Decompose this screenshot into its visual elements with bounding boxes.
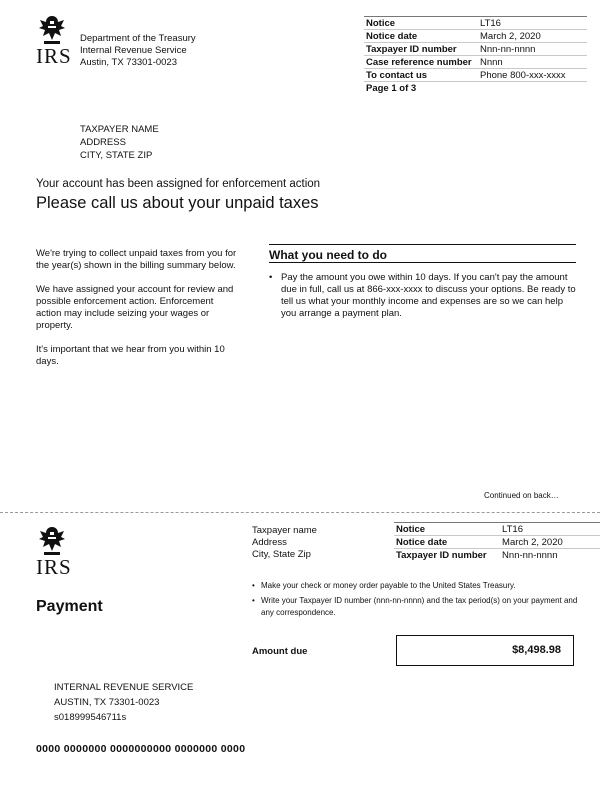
- remit-address: [54, 680, 193, 725]
- contact-row: [364, 69, 587, 82]
- recipient-line: CITY, STATE ZIP: [80, 150, 153, 161]
- stub-taxpayer: [252, 525, 317, 561]
- irs-logo: [36, 14, 76, 66]
- instruction-text: Make your check or money order payable to the United States Treasury.: [261, 581, 516, 590]
- notice-date-row: [364, 30, 587, 43]
- recipient-line: TAXPAYER NAME: [80, 124, 159, 135]
- bullet-icon: •: [252, 596, 255, 605]
- remit-line: INTERNAL REVENUE SERVICE: [54, 682, 194, 693]
- page-number: Page 1 of 3: [366, 82, 417, 94]
- agency-line: Austin, TX 73301-0023: [80, 57, 178, 68]
- stub-notice-date-value: March 2, 2020: [500, 536, 600, 549]
- stub-taxpayer-id-row: [394, 549, 600, 562]
- left-paragraph: We're trying to collect unpaid taxes from you for the year(s) shown in the billing summary below.: [36, 248, 237, 271]
- eagle-icon: [36, 525, 68, 557]
- notice-subtitle: Your account has been assigned for enforcement action: [36, 178, 321, 190]
- agency-address: [80, 33, 196, 69]
- notice-date-label: Notice date: [364, 30, 478, 43]
- taxpayer-id-label: Taxpayer ID number: [364, 43, 478, 56]
- case-reference-row: [364, 56, 587, 69]
- instruction-item: [252, 580, 582, 592]
- agency-line: Internal Revenue Service: [80, 45, 187, 56]
- notice-title: Please call us about your unpaid taxes: [36, 194, 319, 212]
- agency-line: Department of the Treasury: [80, 33, 196, 44]
- stub-notice-value: LT16: [500, 523, 600, 536]
- payment-title: Payment: [36, 598, 103, 615]
- remit-line: s018999546711s: [54, 712, 127, 723]
- left-paragraph: It's important that we hear from you within 10 days.: [36, 344, 225, 367]
- left-column: [36, 248, 241, 380]
- instruction-item: [252, 595, 582, 619]
- bullet-icon: •: [269, 272, 273, 283]
- contact-value: Phone 800-xxx-xxxx: [478, 69, 587, 82]
- payment-instructions: [252, 580, 582, 619]
- list-item: [269, 272, 579, 320]
- continued-on-back: Continued on back…: [484, 491, 559, 500]
- left-paragraph: We have assigned your account for review and possible enforcement action. Enforcement action may include seizing your wages or property.: [36, 284, 234, 331]
- notice-date-value: March 2, 2020: [478, 30, 587, 43]
- stub-taxpayer-line: City, State Zip: [252, 549, 311, 560]
- heading-rule: [269, 262, 576, 263]
- stub-notice-row: [394, 523, 600, 536]
- stub-taxpayer-line: Taxpayer name: [252, 525, 317, 536]
- notice-table: [364, 16, 587, 94]
- stub-notice-date-row: [394, 536, 600, 549]
- case-reference-label: Case reference number: [364, 56, 478, 69]
- page-number-value: [478, 82, 587, 95]
- stub-notice-date-label: Notice date: [394, 536, 500, 549]
- what-to-do-list: [269, 272, 579, 320]
- recipient-line: ADDRESS: [80, 137, 126, 148]
- stub-notice-table: [394, 522, 600, 561]
- taxpayer-id-value: Nnn-nn-nnnn: [478, 43, 587, 56]
- stub-taxpayer-line: Address: [252, 537, 287, 548]
- irs-logo: [36, 525, 76, 577]
- taxpayer-id-row: [364, 43, 587, 56]
- case-reference-value: Nnnn: [478, 56, 587, 69]
- amount-due-label: Amount due: [252, 646, 308, 657]
- list-item-text: Pay the amount you owe within 10 days. If you can't pay the amount due in full, call us at 866-xxx-xxxx to discuss your options. Be ready to tell us what your monthly income and expenses are so we can help you arrange a payment plan.: [281, 272, 576, 319]
- contact-label: To contact us: [364, 69, 478, 82]
- stub-taxpayer-id-value: Nnn-nn-nnnn: [502, 549, 558, 561]
- page-number-row: [364, 82, 587, 95]
- eagle-icon: [36, 14, 68, 46]
- amount-due-value: $8,498.98: [512, 644, 561, 656]
- stub-taxpayer-id-label: Taxpayer ID number: [396, 549, 487, 561]
- what-to-do-heading: What you need to do: [269, 248, 387, 262]
- stub-notice-label: Notice: [394, 523, 500, 536]
- amount-due-box: [396, 635, 574, 666]
- bullet-icon: •: [252, 581, 255, 590]
- scan-line: 0000 0000000 0000000000 0000000 0000: [36, 743, 246, 755]
- section-rule: [269, 244, 576, 245]
- remit-line: AUSTIN, TX 73301-0023: [54, 697, 160, 708]
- irs-logo-text: IRS: [36, 44, 72, 68]
- notice-value: LT16: [478, 17, 587, 30]
- tear-line: [0, 512, 600, 513]
- notice-row: [364, 17, 587, 30]
- instruction-text: Write your Taxpayer ID number (nnn-nn-nnnn) and the tax period(s) on your payment and any correspondence.: [261, 596, 578, 617]
- irs-logo-text: IRS: [36, 555, 72, 579]
- notice-label: Notice: [364, 17, 478, 30]
- recipient-address: [80, 123, 159, 162]
